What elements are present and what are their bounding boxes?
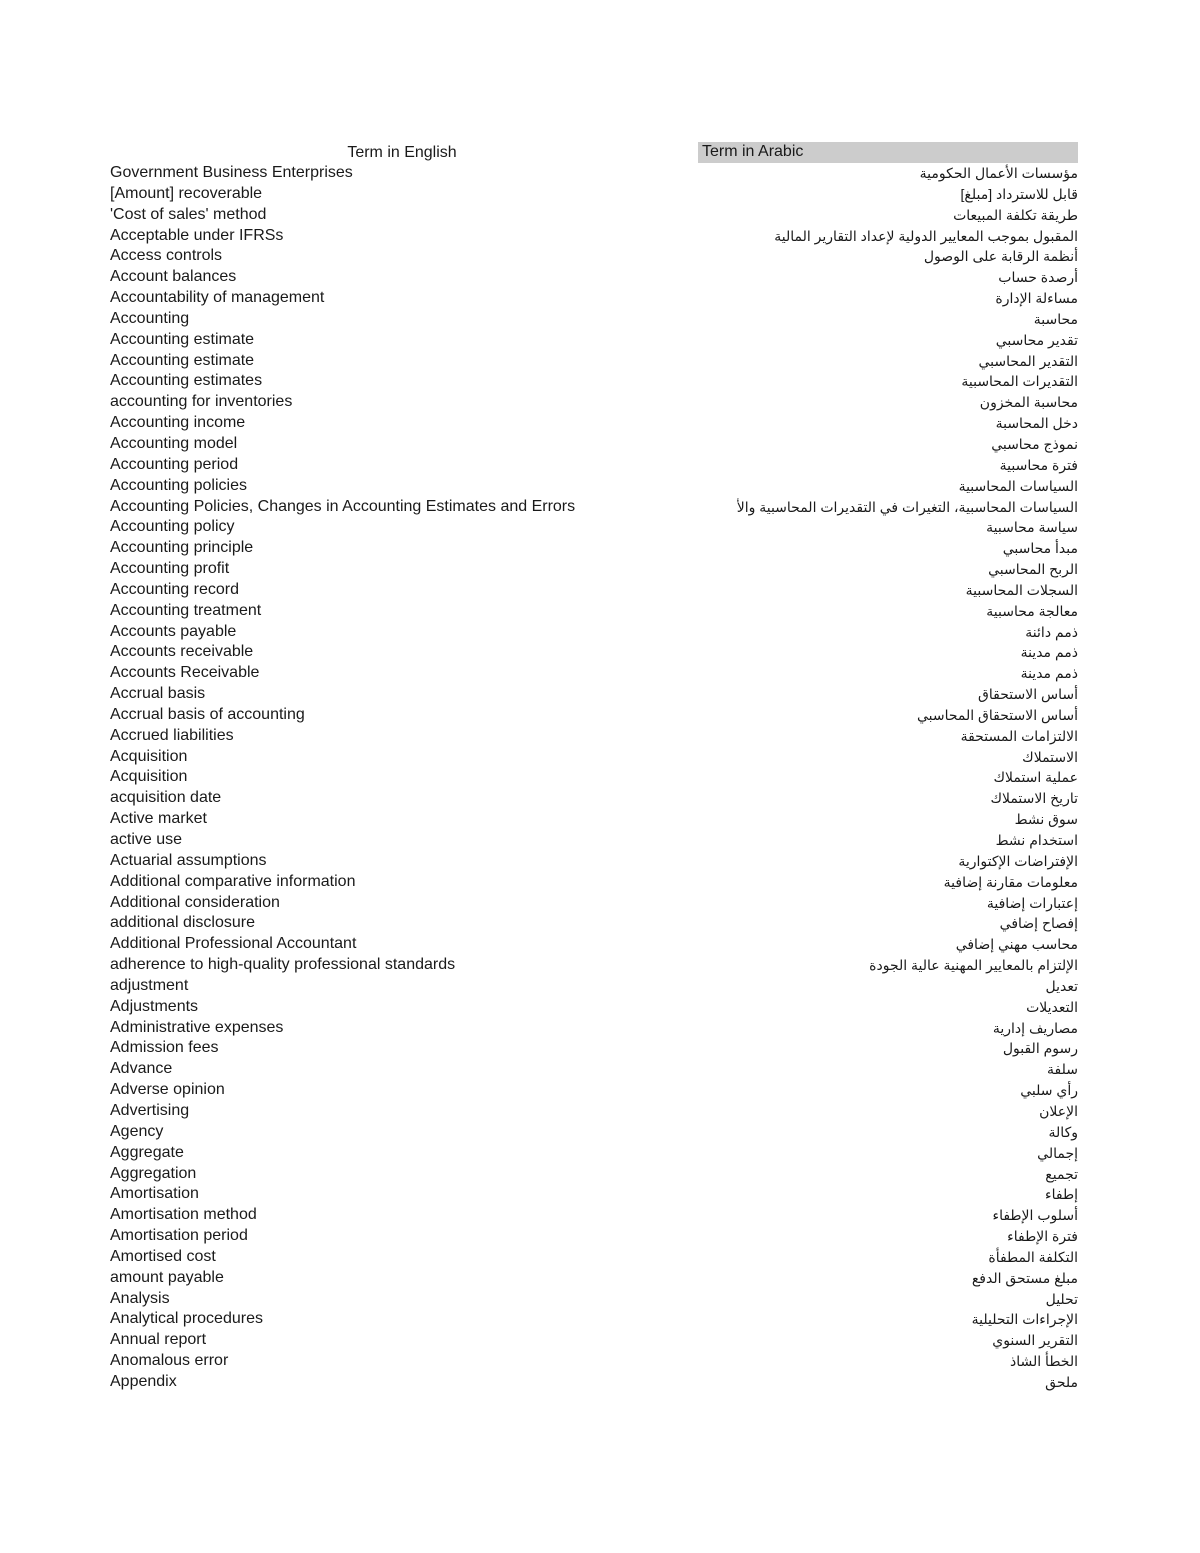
term-arabic: التكلفة المطفأة	[988, 1248, 1078, 1265]
term-arabic: محاسب مهني إضافي	[955, 936, 1078, 953]
term-english: Accounts payable	[110, 622, 237, 640]
term-arabic: السياسات المحاسبية	[958, 477, 1078, 494]
term-arabic: المقبول بموجب المعايير الدولية لإعداد التقارير المالية	[774, 227, 1078, 244]
table-row	[108, 601, 1080, 622]
table-body	[108, 163, 1080, 1393]
term-english: Additional consideration	[110, 893, 280, 911]
term-arabic: أساس الاستحقاق المحاسبي	[916, 706, 1078, 723]
table-row	[108, 330, 1080, 351]
term-arabic: فترة محاسبية	[999, 456, 1078, 473]
term-english: Additional Professional Accountant	[110, 935, 357, 953]
term-english: Amortisation method	[110, 1206, 257, 1224]
term-arabic: إفصاح إضافي	[999, 915, 1078, 932]
term-arabic: إجمالي	[1037, 1144, 1078, 1161]
term-english: Amortisation period	[110, 1227, 248, 1245]
table-row	[108, 1351, 1080, 1372]
table-row	[108, 1038, 1080, 1059]
term-arabic: ذمم دائنة	[1025, 623, 1078, 640]
term-arabic: محاسبة	[1033, 310, 1078, 327]
term-english: Accounting policy	[110, 518, 235, 536]
table-row	[108, 788, 1080, 809]
table-row	[108, 351, 1080, 372]
table-row	[108, 476, 1080, 497]
term-english: Government Business Enterprises	[110, 164, 353, 181]
term-english: Accounting estimates	[110, 372, 263, 390]
term-english: active use	[110, 831, 183, 848]
term-english: Adjustments	[110, 997, 199, 1015]
term-arabic: تقدير محاسبي	[995, 331, 1078, 348]
term-english: Active market	[110, 810, 207, 828]
term-english: Acceptable under IFRSs	[110, 226, 284, 244]
table-row	[108, 1226, 1080, 1247]
table-row	[108, 559, 1080, 580]
term-arabic: مصاريف إدارية	[992, 1019, 1078, 1036]
table-row	[108, 1247, 1080, 1268]
term-arabic: دخل المحاسبة	[995, 415, 1078, 432]
term-english: Acquisition	[110, 768, 188, 786]
table-row	[108, 1143, 1080, 1164]
table-row	[108, 726, 1080, 747]
table-row	[108, 830, 1080, 851]
term-english: Accountability of management	[110, 289, 325, 307]
term-arabic: إطفاء	[1045, 1186, 1078, 1203]
term-english: Adverse opinion	[110, 1081, 225, 1099]
term-arabic: السياسات المحاسبية، التغيرات في التقديرات المحاسبية والأ	[736, 498, 1078, 515]
term-arabic: التقديرات المحاسبية	[961, 373, 1078, 390]
term-english: Accrued liabilities	[110, 726, 234, 744]
term-english: Accounting record	[110, 580, 239, 598]
table-row	[108, 1309, 1080, 1330]
table-row	[108, 1205, 1080, 1226]
term-english: adherence to high-quality professional standards	[110, 956, 456, 974]
term-arabic: الاستملاك	[1022, 748, 1078, 765]
term-english: amount payable	[110, 1268, 224, 1286]
term-arabic: أساس الاستحقاق	[978, 686, 1078, 703]
term-english: Aggregate	[110, 1143, 184, 1161]
table-row	[108, 392, 1080, 413]
term-english: Annual report	[110, 1331, 207, 1349]
term-arabic: تعديل	[1045, 977, 1078, 994]
term-english: Additional comparative information	[110, 872, 356, 890]
term-english: Aggregation	[110, 1164, 197, 1182]
term-arabic: سياسة محاسبية	[986, 519, 1078, 536]
term-english: Accounting	[110, 309, 190, 327]
term-arabic: مساءلة الإدارة	[995, 290, 1078, 307]
term-english: Amortisation	[110, 1185, 199, 1203]
table-row	[108, 267, 1080, 288]
term-english: Accrual basis	[110, 685, 206, 703]
term-english: Accounting profit	[110, 560, 230, 578]
table-row	[108, 184, 1080, 205]
term-arabic: محاسبة المخزون	[979, 394, 1078, 411]
table-row	[108, 538, 1080, 559]
table-row	[108, 371, 1080, 392]
term-arabic: السجلات المحاسبية	[965, 581, 1078, 598]
term-arabic: تحليل	[1045, 1290, 1078, 1307]
header-term-arabic: Term in Arabic	[698, 142, 1078, 163]
table-row	[108, 434, 1080, 455]
table-row	[108, 497, 1080, 518]
table-row	[108, 163, 1080, 184]
term-arabic: ذمم مدينة	[1020, 644, 1078, 661]
term-english: Administrative expenses	[110, 1018, 284, 1036]
term-english: Agency	[110, 1122, 164, 1140]
term-english: Accounts receivable	[110, 643, 254, 661]
term-arabic: وكالة	[1048, 1123, 1078, 1140]
table-row	[108, 455, 1080, 476]
term-english: Analytical procedures	[110, 1310, 263, 1328]
term-english: Accounting principle	[110, 539, 254, 557]
table-row	[108, 1018, 1080, 1039]
term-arabic: ذمم مدينة	[1020, 665, 1078, 682]
table-row	[108, 309, 1080, 330]
table-row	[108, 893, 1080, 914]
term-arabic: التعديلات	[1026, 998, 1078, 1015]
term-english: Account balances	[110, 268, 237, 286]
table-header	[108, 142, 1080, 163]
table-row	[108, 976, 1080, 997]
term-arabic: الخطأ الشاذ	[1010, 1353, 1078, 1370]
glossary-table	[108, 142, 1080, 1393]
table-row	[108, 580, 1080, 601]
table-row	[108, 1101, 1080, 1122]
term-arabic: استخدام نشط	[995, 832, 1078, 848]
term-arabic: طريقة تكلفة المبيعات	[953, 206, 1078, 223]
term-arabic: رسوم القبول	[1002, 1040, 1078, 1057]
table-row	[108, 642, 1080, 663]
table-row	[108, 517, 1080, 538]
table-row	[108, 997, 1080, 1018]
table-row	[108, 1059, 1080, 1080]
term-arabic: قابل للاسترداد [مبلغ]	[960, 185, 1078, 202]
term-english: Accounting treatment	[110, 601, 262, 619]
term-english: Accounting period	[110, 455, 239, 473]
table-row	[108, 1330, 1080, 1351]
term-english: Accrual basis of accounting	[110, 705, 305, 723]
term-arabic: مؤسسات الأعمال الحكومية	[919, 165, 1078, 181]
term-arabic: رأي سلبي	[1020, 1082, 1078, 1099]
term-arabic: فترة الإطفاء	[1007, 1228, 1078, 1245]
term-arabic: تجميع	[1045, 1165, 1078, 1182]
term-english: Accounting estimate	[110, 330, 255, 348]
term-arabic: التقدير المحاسبي	[978, 352, 1078, 369]
table-row	[108, 1080, 1080, 1101]
term-arabic: الإجراءات التحليلية	[971, 1311, 1078, 1328]
table-row	[108, 1184, 1080, 1205]
term-arabic: عملية استملاك	[993, 769, 1078, 786]
term-english: 'Cost of sales' method	[110, 205, 267, 223]
table-row	[108, 705, 1080, 726]
term-english: [Amount] recoverable	[110, 184, 263, 202]
table-row	[108, 205, 1080, 226]
term-english: Accounting policies	[110, 476, 247, 494]
term-arabic: أرصدة حساب	[998, 269, 1078, 286]
table-row	[108, 226, 1080, 247]
term-english: adjustment	[110, 976, 189, 994]
table-row	[108, 1122, 1080, 1143]
table-row	[108, 955, 1080, 976]
table-row	[108, 809, 1080, 830]
term-english: accounting for inventories	[110, 393, 293, 411]
table-row	[108, 1268, 1080, 1289]
term-english: Accounting estimate	[110, 351, 255, 369]
table-row	[108, 413, 1080, 434]
term-english: Acquisition	[110, 747, 188, 765]
table-row	[108, 1289, 1080, 1310]
term-english: acquisition date	[110, 789, 222, 807]
term-arabic: الالتزامات المستحقة	[960, 727, 1078, 744]
term-arabic: نموذج محاسبي	[991, 435, 1078, 452]
term-arabic: إعتبارات إضافية	[986, 894, 1078, 911]
term-english: Analysis	[110, 1289, 170, 1307]
table-row	[108, 1164, 1080, 1185]
term-english: Accounting income	[110, 414, 246, 432]
table-row	[108, 747, 1080, 768]
table-row	[108, 913, 1080, 934]
term-english: Accounting Policies, Changes in Accounting Estimates and Errors	[110, 497, 576, 515]
term-english: Advertising	[110, 1101, 190, 1119]
term-english: Accounts Receivable	[110, 664, 260, 682]
table-row	[108, 872, 1080, 893]
term-arabic: الإعلان	[1039, 1102, 1078, 1119]
table-row	[108, 684, 1080, 705]
table-row	[108, 663, 1080, 684]
term-arabic: تاريخ الاستملاك	[990, 790, 1078, 807]
term-arabic: الربح المحاسبي	[988, 561, 1078, 578]
table-row	[108, 934, 1080, 955]
term-arabic: التقرير السنوي	[992, 1332, 1078, 1349]
term-arabic: معالجة محاسبية	[986, 602, 1078, 619]
term-english: Actuarial assumptions	[110, 851, 267, 869]
term-arabic: أسلوب الإطفاء	[992, 1207, 1078, 1224]
table-row	[108, 246, 1080, 267]
term-english: Admission fees	[110, 1039, 219, 1057]
term-english: Anomalous error	[110, 1352, 229, 1370]
table-row	[108, 288, 1080, 309]
table-row	[108, 1372, 1080, 1393]
term-arabic: ملحق	[1045, 1373, 1078, 1390]
term-arabic: الإلتزام بالمعايير المهنية عالية الجودة	[869, 957, 1078, 974]
term-english: additional disclosure	[110, 914, 255, 932]
term-arabic: سوق نشط	[1014, 811, 1078, 828]
term-arabic: أنظمة الرقابة على الوصول	[923, 248, 1078, 265]
term-arabic: مبلغ مستحق الدفع	[971, 1269, 1078, 1286]
term-arabic: الإفتراضات الإكتوارية	[958, 852, 1078, 869]
table-row	[108, 767, 1080, 788]
table-row	[108, 851, 1080, 872]
header-term-english: Term in English	[347, 144, 457, 161]
term-english: Accounting model	[110, 434, 238, 452]
term-arabic: معلومات مقارنة إضافية	[943, 873, 1078, 890]
term-english: Amortised cost	[110, 1247, 216, 1265]
term-english: Appendix	[110, 1372, 177, 1390]
term-arabic: سلفة	[1047, 1061, 1078, 1078]
term-arabic: مبدأ محاسبي	[1002, 540, 1078, 557]
term-english: Access controls	[110, 247, 223, 265]
term-english: Advance	[110, 1060, 173, 1078]
table-row	[108, 622, 1080, 643]
